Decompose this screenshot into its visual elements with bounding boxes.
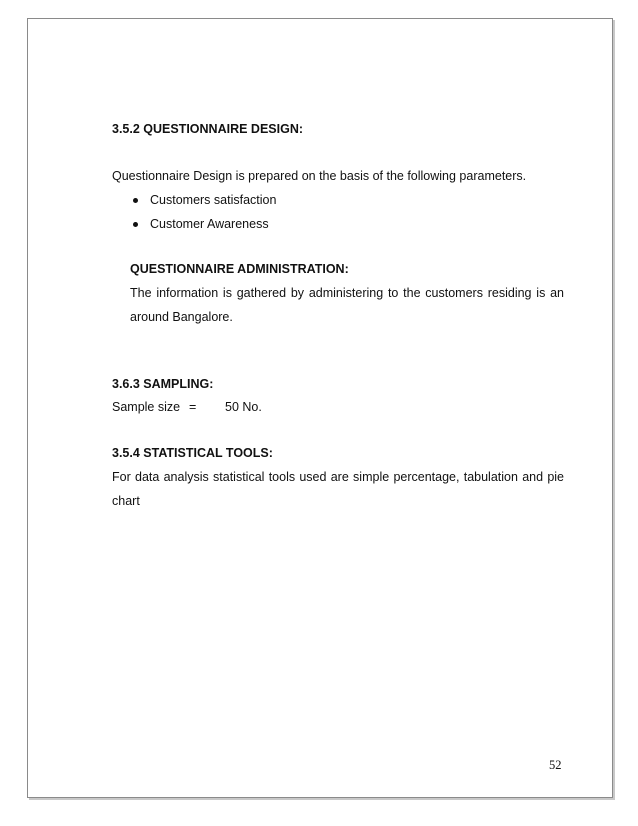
sample-size-label: Sample size	[112, 400, 181, 414]
section-heading-sampling: 3.6.3 SAMPLING:	[112, 377, 214, 391]
sample-size-equals: =	[189, 400, 197, 414]
bullet-icon	[133, 222, 138, 227]
list-item-text: Customer Awareness	[150, 217, 269, 231]
administration-text-line-1: The information is gathered by administering to the customers residing is an	[130, 286, 564, 300]
bullet-icon	[133, 198, 138, 203]
section-heading-questionnaire-design: 3.5.2 QUESTIONNAIRE DESIGN:	[112, 122, 304, 136]
statistical-tools-text-line-1: For data analysis statistical tools used are simple percentage, tabulation and pie	[112, 470, 564, 484]
questionnaire-design-intro: Questionnaire Design is prepared on the basis of the following parameters.	[112, 169, 527, 183]
section-heading-questionnaire-administration: QUESTIONNAIRE ADMINISTRATION:	[130, 262, 349, 276]
sample-size-value: 50 No.	[225, 400, 262, 414]
administration-text-line-2: around Bangalore.	[130, 310, 233, 324]
statistical-tools-text-line-2: chart	[112, 494, 140, 508]
section-heading-statistical-tools: 3.5.4 STATISTICAL TOOLS:	[112, 446, 273, 460]
list-item-text: Customers satisfaction	[150, 193, 277, 207]
page-number: 52	[549, 758, 562, 772]
